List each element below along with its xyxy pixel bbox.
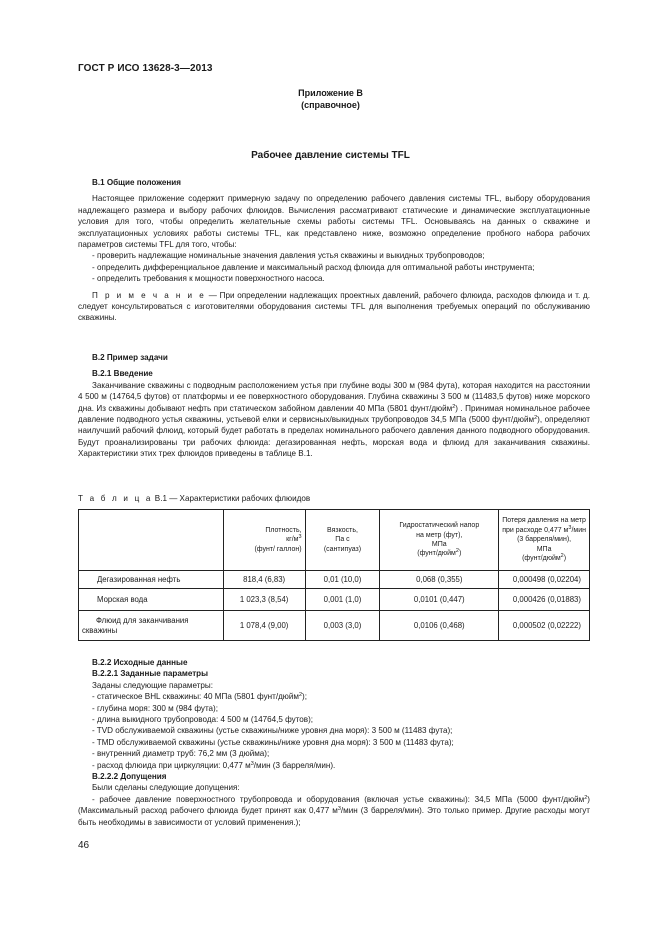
text-run: /мин (3 барреля/мин). [253, 760, 336, 770]
header-line: (3 барреля/мин), [517, 536, 572, 544]
note-label: П р и м е ч а н и е [92, 290, 206, 300]
note [78, 290, 590, 324]
header-line: (сантипуаз) [323, 545, 362, 553]
table-header-empty [79, 510, 224, 571]
superscript: 3 [568, 524, 572, 531]
list-item [78, 691, 590, 702]
section-b21-text [78, 380, 590, 460]
table-cell [79, 611, 224, 641]
table-cell: 818,4 (6,83) [223, 571, 305, 589]
table-row [79, 571, 590, 589]
section-b221-lead: Заданы следующие параметры: [92, 680, 213, 690]
column-header-density [223, 510, 305, 571]
list-item: - определить требования к мощности поверхностного насоса. [92, 274, 325, 284]
header-line: МПа [431, 541, 447, 548]
appendix-subtitle: (справочное) [301, 100, 360, 110]
header-line: Вязкость, [327, 526, 358, 534]
superscript: 2 [298, 692, 303, 699]
list-item [78, 760, 590, 771]
column-header-viscosity [305, 510, 380, 571]
section-b2-heading: В.2 Пример задачи [92, 353, 168, 362]
table-cell: 0,000502 (0,02222) [499, 611, 590, 641]
table-row [79, 589, 590, 611]
section-b1 [78, 177, 590, 324]
table-cell: Морская вода [79, 589, 224, 611]
table-caption-label: Т а б л и ц а [78, 494, 153, 503]
table-cell: 0,000426 (0,01883) [499, 589, 590, 611]
page-title: Рабочее давление системы TFL [251, 150, 410, 161]
table-header-row [79, 510, 590, 571]
header-text: (фунт/дюйм [522, 555, 561, 563]
table-cell: Дегазированная нефть [79, 571, 224, 589]
section-b22-heading: В.2.2 Исходные данные [92, 658, 188, 667]
list-item: - глубина моря: 300 м (984 фута); [92, 703, 219, 713]
text-run: ) (Максимальный расход рабочего флюида будет принят как 0,477 м [78, 794, 590, 816]
superscript: 2 [534, 415, 538, 422]
superscript: 2 [455, 548, 459, 555]
header-line: на метр (фут), [416, 531, 463, 539]
section-b222-lead: Были сделаны следующие допущения: [92, 783, 240, 793]
header-text: кг/м [286, 536, 299, 544]
header-line: (фунт/дюйм$^2$) [417, 548, 462, 558]
header-line: Потеря давления на метр [502, 517, 586, 525]
table-caption-text: В.1 — Характеристики рабочих флюидов [152, 494, 311, 503]
section-b1-heading: В.1 Общие положения [92, 178, 181, 187]
text-run: ), определяют наилучший рабочий флюид, который будет работать в пределах номинального рабочего давления данного подводного оборудования. Будут проанализированы три рабочих флюида: дегазированная нефть, морская вода и флюид для заканчивания скважины. Характеристики этих трех флюидов приведены в таблице В.1. [78, 415, 591, 459]
header-text: (фунт/дюйм [417, 550, 456, 558]
document-id: ГОСТ Р ИСО 13628-3—2013 [78, 63, 213, 74]
header-line [227, 535, 302, 544]
table-cell: 1 023,3 (8,54) [223, 589, 305, 611]
page-number: 46 [78, 840, 90, 851]
fluids-table [78, 509, 590, 641]
list-item: - внутренний диаметр труб: 76,2 мм (3 дюйма); [92, 749, 270, 759]
section-b221-heading: В.2.2.1 Заданные параметры [92, 669, 209, 679]
column-header-hydrostatic [380, 510, 499, 571]
header-line: Па с [335, 536, 350, 544]
text-run: - рабочее давление поверхностного трубопровода и оборудования (включая устье скважины): 34,5 МПа (5000 фунт/дюйм [92, 794, 585, 804]
header-text: /мин [571, 526, 586, 534]
section-b22 [78, 657, 590, 828]
list-item: - определить дифференциальное давление и максимальный расход флюида для оптимальной работы инструмента; [92, 262, 535, 272]
table-cell: 0,0106 (0,468) [380, 611, 499, 641]
column-header-pressure-loss [499, 510, 590, 571]
section-b2 [78, 352, 590, 460]
superscript: 3 [298, 534, 302, 541]
header-line [502, 526, 586, 535]
table-cell: 0,068 (0,355) [380, 571, 499, 589]
header-line: МПа [536, 545, 552, 553]
superscript: 3 [250, 760, 254, 767]
header-line: Плотность, [265, 526, 302, 534]
text-run: ) . Принимая номинальное рабочее давление подводного устья скважины, устьевой елки и сервисных/выкидных трубопроводов 34,5 МПа (5000 фунт/дюйм [78, 403, 590, 425]
table-cell: 1 078,4 (9,00) [223, 611, 305, 641]
list-item: - проверить надлежащие номинальные значения давления устья скважины и выкидных трубопроводов; [92, 251, 485, 261]
superscript: 2 [560, 553, 564, 560]
superscript: 3 [337, 806, 341, 813]
table-cell: 0,003 (3,0) [305, 611, 380, 641]
header-line: (фунт/дюйм$^2$) [522, 553, 567, 563]
list-item [78, 794, 590, 828]
text-run: Заканчивание скважины с подводным расположением устья при глубине воды 300 м (984 фута), которая находится на расстоянии 4 500 м (14764,5 футов) от платформы и ее поверхностного оборудования. Глубина скважины 3 500 м (11483,5 футов) ниже морского дна. Из скважины добывают нефть при статическом забойном давлении 40 МПа (5801 фунт/дюйм [78, 380, 590, 413]
list-item: - длина выкидного трубопровода: 4 500 м (14764,5 футов); [92, 715, 314, 725]
text-run: ); [302, 692, 307, 702]
section-b1-intro: Настоящее приложение содержит примерную задачу по определению рабочего давления системы TFL, выбору оборудования надлежащего размера и выбору рабочих флюидов. Вычисления рассматривают статические и динамические эксплуатационные условия для того, чтобы определить желательные схемы работы системы TFL. Основываясь на данных о скважине и эксплуатационных условиях работы системы TFL, как представлено ниже, возможно определение пробного набора рабочих параметров системы TFL для того, чтобы: [78, 194, 590, 250]
appendix-title: Приложение В [298, 88, 363, 98]
note-text: — При определении надлежащих проектных давлений, рабочего флюида, расходов флюида и т. д. следует консультироваться с изготовителями оборудования системы TFL для выполнения требуемых операций по обслуживанию скважины. [78, 290, 590, 323]
table-caption [78, 493, 590, 504]
text-run: - статическое BHL скважины: 40 МПа (5801 фунт/дюйм [92, 692, 299, 702]
superscript: 2 [584, 794, 588, 801]
section-b222-heading: В.2.2.2 Допущения [92, 772, 167, 782]
cell-line: Флюид для заканчивания [96, 615, 189, 625]
superscript: 2 [452, 403, 456, 410]
table-row [79, 611, 590, 641]
list-item: - TVD обслуживаемой скважины (устье скважины/ниже уровня дна моря): 3 500 м (11483 фута); [92, 726, 453, 736]
header-line: Гидростатический напор [399, 522, 480, 530]
section-b21-heading: В.2.1 Введение [92, 369, 153, 379]
header-line: (фунт/ галлон) [254, 545, 302, 553]
text-run: - расход флюида при циркуляции: 0,477 м [92, 760, 251, 770]
table-cell: 0,0101 (0,447) [380, 589, 499, 611]
text-run: /мин (3 барреля/мин). Это только пример. Другие расходы могут быть необходимы в зависимости от условий применения.); [78, 806, 590, 827]
table-cell: 0,01 (10,0) [305, 571, 380, 589]
header-text: при расходе 0,477 м [502, 526, 569, 534]
list-item: - TMD обслуживаемой скважины (устье скважины/ниже уровня дна моря): 3 500 м (11483 фута); [92, 737, 454, 747]
table-cell: 0,000498 (0,02204) [499, 571, 590, 589]
table-cell: 0,001 (1,0) [305, 589, 380, 611]
cell-line: скважины [82, 625, 118, 635]
